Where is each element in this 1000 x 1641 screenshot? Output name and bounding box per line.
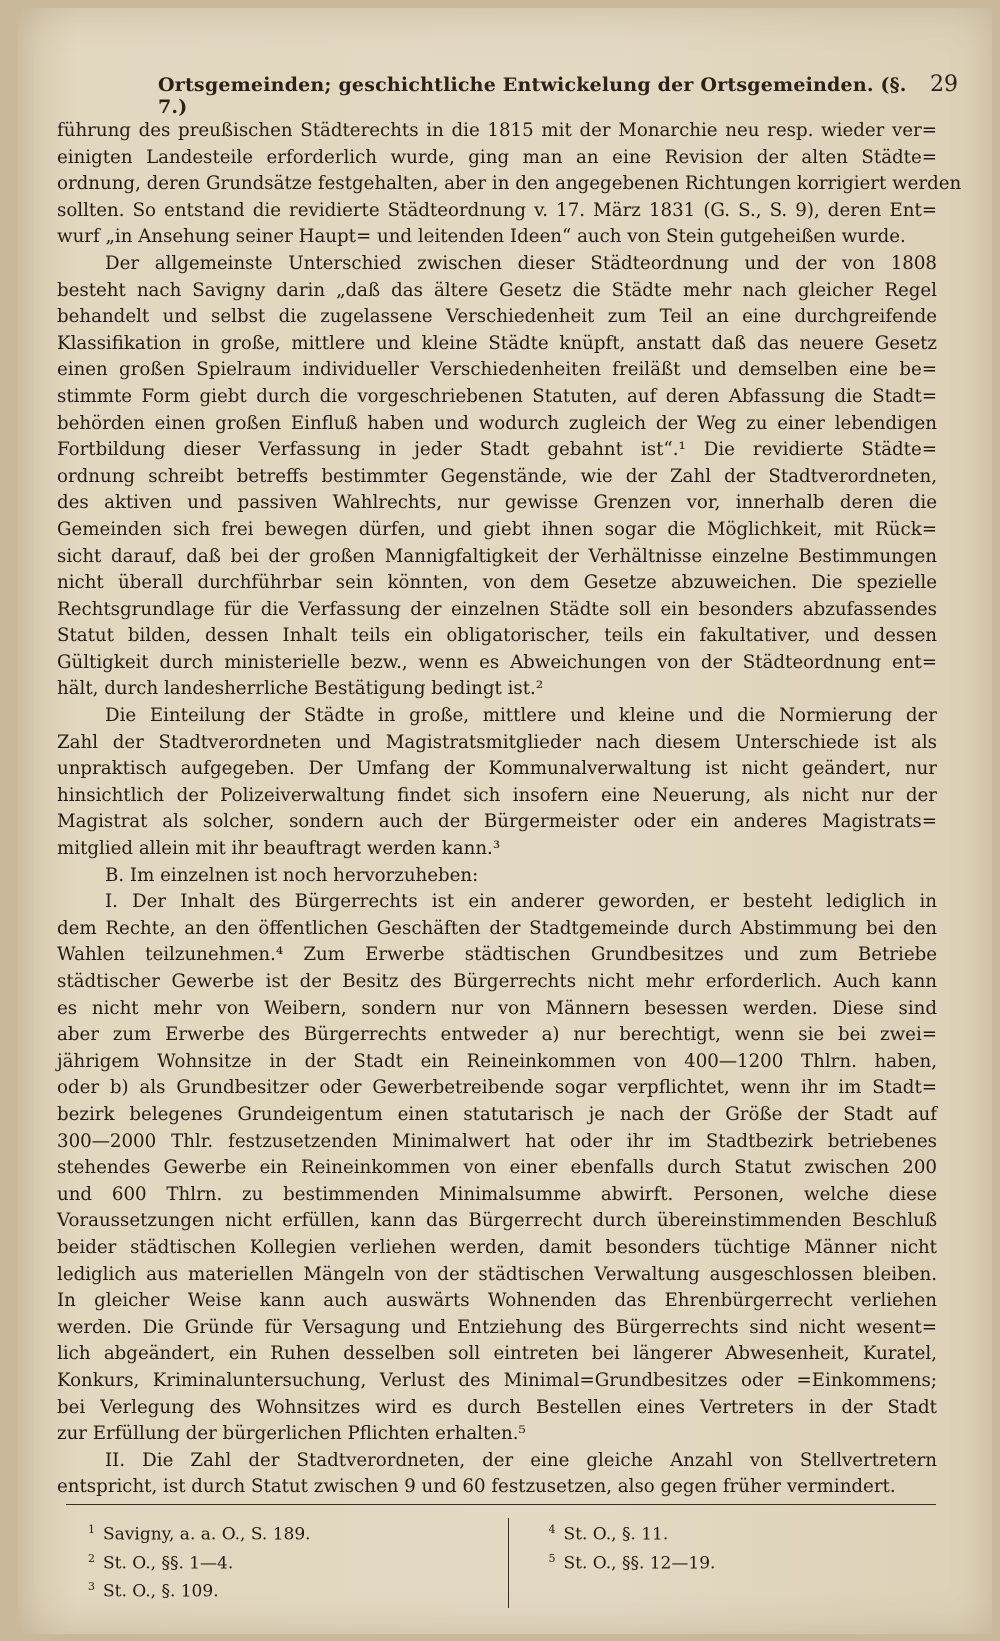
text-line: lich abgeändert, ein Ruhen desselben soll eintreten bei längerer Abwesenheit, Kuratel, — [57, 1343, 937, 1365]
footnote-number: 4 — [548, 1523, 556, 1536]
footnote-number: 5 — [548, 1551, 556, 1565]
text-line: Fortbildung dieser Verfassung in jeder Stadt gebahnt ist“.¹ Die revidierte Städte= — [57, 439, 937, 461]
text-line: Rechtsgrundlage für die Verfassung der einzelnen Städte soll ein besonders abzufassendes — [57, 598, 937, 620]
text-line: entspricht, ist durch Statut zwischen 9 und 60 festzusetzen, also gegen früher vermindert. — [57, 1476, 896, 1498]
text-line: führung des preußischen Städterechts in die 1815 mit der Monarchie neu resp. wieder ver= — [57, 120, 937, 141]
text-line: behandelt und selbst die zugelassene Verschiedenheit zum Teil an eine durchgreifende — [57, 306, 937, 328]
text-line: Gemeinden sich frei bewegen dürfen, und giebt ihnen sogar die Möglichkeit, mit Rück= — [57, 518, 937, 540]
text-line: Die Einteilung der Städte in große, mittlere und kleine und die Normierung der — [105, 705, 937, 727]
paragraph — [57, 1448, 937, 1501]
page-number: 29 — [930, 72, 958, 97]
text-line: nicht überall durchführbar sein könnten, von dem Gesetze abzuweichen. Die spezielle — [57, 572, 937, 594]
paragraph — [57, 863, 937, 890]
text-line: einigten Landesteile erforderlich wurde, ging man an eine Revision der alten Städte= — [57, 146, 937, 168]
text-line: Klassifikation in große, mittlere und kleine Städte knüpft, anstatt daß das neuere Gesetz — [57, 332, 937, 354]
text-line: ordnung schreibt betreffs bestimmter Gegenstände, wie der Zahl der Stadtverordneten, — [57, 465, 937, 487]
footnote-text: Savigny, a. a. O., S. 189. — [103, 1524, 311, 1545]
paragraph — [57, 118, 962, 251]
text-line: Konkurs, Kriminaluntersuchung, Verlust des Minimal=Grundbesitzes oder =Einkommens; — [57, 1369, 937, 1391]
footnote — [549, 1518, 949, 1547]
text-line: In gleicher Weise kann auch auswärts Wohnenden das Ehrenbürgerrecht verliehen — [57, 1290, 937, 1312]
footnote — [549, 1547, 949, 1576]
text-line: stehendes Gewerbe ein Reineinkommen von einer ebenfalls durch Statut zwischen 200 — [57, 1157, 937, 1179]
text-line: beider städtischen Kollegien verliehen werden, damit besonders tüchtige Männer nicht — [57, 1236, 937, 1258]
footnotes-right-column — [508, 1518, 949, 1608]
footnote-number: 1 — [88, 1523, 95, 1536]
text-line: B. Im einzelnen ist noch hervorzuheben: — [105, 864, 479, 886]
footnote — [88, 1518, 488, 1547]
text-line: mitglied allein mit ihr beauftragt werden kann.³ — [57, 838, 501, 860]
text-line: wurf „in Ansehung seiner Haupt= und leitenden Ideen“ auch von Stein gutgeheißen wurde. — [57, 226, 906, 248]
footnote-number: 3 — [88, 1580, 95, 1594]
text-line: unpraktisch aufgegeben. Der Umfang der Kommunalverwaltung ist nicht geändert, nur — [57, 758, 937, 780]
text-line: dem Rechte, an den öffentlichen Geschäften der Stadtgemeinde durch Abstimmung bei den — [57, 917, 937, 939]
body-text — [57, 118, 962, 1501]
text-line: stimmte Form giebt durch die vorgeschriebenen Statuten, auf deren Abfassung die Stadt= — [57, 385, 937, 407]
text-line: II. Die Zahl der Stadtverordneten, der eine gleiche Anzahl von Stellvertretern — [105, 1449, 937, 1471]
text-line: oder b) als Grundbesitzer oder Gewerbetreibende sogar verpflichtet, wenn ihr im Stadt= — [57, 1077, 937, 1099]
text-line: Zahl der Stadtverordneten und Magistratsmitglieder nach diesem Unterschiede ist als — [57, 731, 937, 753]
text-line: ordnung, deren Grundsätze festgehalten, aber in den angegebenen Richtungen korrigiert werden — [57, 173, 962, 195]
paragraph — [57, 889, 937, 1447]
text-line: einen großen Spielraum individueller Verschiedenheiten freiläßt und demselben eine be= — [57, 359, 937, 381]
footnote-text: St. O., §§. 1—4. — [103, 1553, 234, 1574]
text-line: bei Verlegung des Wohnsitzes wird es durch Bestellen eines Vertreters in der Stadt — [57, 1396, 937, 1418]
text-line: I. Der Inhalt des Bürgerrechts ist ein anderer geworden, er besteht lediglich in — [105, 891, 937, 913]
text-line: Voraussetzungen nicht erfüllen, kann das Bürgerrecht durch übereinstimmenden Beschluß — [57, 1210, 937, 1232]
text-line: Magistrat als solcher, sondern auch der Bürgermeister oder ein anderes Magistrats= — [57, 811, 937, 833]
text-line: sollten. So entstand die revidierte Städteordnung v. 17. März 1831 (G. S., S. 9), deren Ent= — [57, 199, 937, 221]
paragraph — [57, 251, 937, 703]
footnote-text: St. O., §§. 12—19. — [563, 1553, 716, 1574]
text-line: aber zum Erwerbe des Bürgerrechts entweder a) nur berechtigt, wenn sie bei zwei= — [57, 1024, 937, 1046]
text-line: jährigem Wohnsitze in der Stadt ein Reineinkommen von 400—1200 Thlrn. haben, — [57, 1050, 937, 1072]
footnote — [88, 1575, 488, 1604]
footnote-number: 2 — [88, 1551, 95, 1565]
text-line: städtischer Gewerbe ist der Besitz des Bürgerrechts nicht mehr erforderlich. Auch kann — [57, 971, 937, 992]
text-line: sicht darauf, daß bei der großen Mannigfaltigkeit der Verhältnisse einzelne Bestimmungen — [57, 545, 937, 567]
text-line: es nicht mehr von Weibern, sondern nur von Männern besessen werden. Diese sind — [57, 997, 937, 1019]
text-line: des aktiven und passiven Wahlrechts, nur gewisse Grenzen vor, innerhalb deren die — [57, 492, 937, 514]
text-line: behörden einen großen Einfluß haben und wodurch zugleich der Weg zu einer lebendigen — [57, 412, 937, 434]
text-line: bezirk belegenes Grundeigentum einen statutarisch je nach der Größe der Stadt auf — [57, 1103, 937, 1125]
text-line: werden. Die Gründe für Versagung und Entziehung des Bürgerrechts sind nicht wesent= — [57, 1316, 937, 1338]
text-line: Statut bilden, dessen Inhalt teils ein obligatorischer, teils ein fakultativer, und dessen — [57, 625, 937, 647]
header-title: Ortsgemeinden; geschichtliche Entwickelung der Ortsgemeinden. (§. 7.) — [158, 74, 907, 118]
footnotes — [88, 1518, 948, 1608]
text-line: zur Erfüllung der bürgerlichen Pflichten erhalten.⁵ — [57, 1423, 526, 1445]
footnote — [88, 1547, 488, 1576]
text-line: besteht nach Savigny darin „daß das ältere Gesetz die Städte mehr nach gleicher Regel — [57, 279, 937, 301]
footnote-text: St. O., §. 11. — [563, 1524, 669, 1545]
footnotes-left-column — [88, 1518, 508, 1608]
footnote-rule — [66, 1504, 936, 1505]
text-line: und 600 Thlrn. zu bestimmenden Minimalsumme abwirft. Personen, welche diese — [57, 1183, 937, 1205]
book-page — [18, 8, 992, 1634]
paragraph — [57, 703, 937, 863]
text-line: lediglich aus materiellen Mängeln von der städtischen Verwaltung ausgeschlossen bleiben. — [57, 1263, 937, 1285]
text-line: Wahlen teilzunehmen.⁴ Zum Erwerbe städtischen Grundbesitzes und zum Betriebe — [57, 944, 937, 966]
text-line: hält, durch landesherrliche Bestätigung bedingt ist.² — [57, 678, 544, 700]
text-line: hinsichtlich der Polizeiverwaltung findet sich insofern eine Neuerung, als nicht nur der — [57, 784, 937, 806]
text-line: Der allgemeinste Unterschied zwischen dieser Städteordnung und der von 1808 — [105, 252, 937, 274]
running-header — [58, 72, 958, 118]
text-line: 300—2000 Thlr. festzusetzenden Minimalwert hat oder ihr im Stadtbezirk betriebenes — [57, 1130, 937, 1152]
footnote-text: St. O., §. 109. — [103, 1581, 219, 1602]
text-line: Gültigkeit durch ministerielle bezw., wenn es Abweichungen von der Städteordnung ent= — [57, 651, 937, 673]
